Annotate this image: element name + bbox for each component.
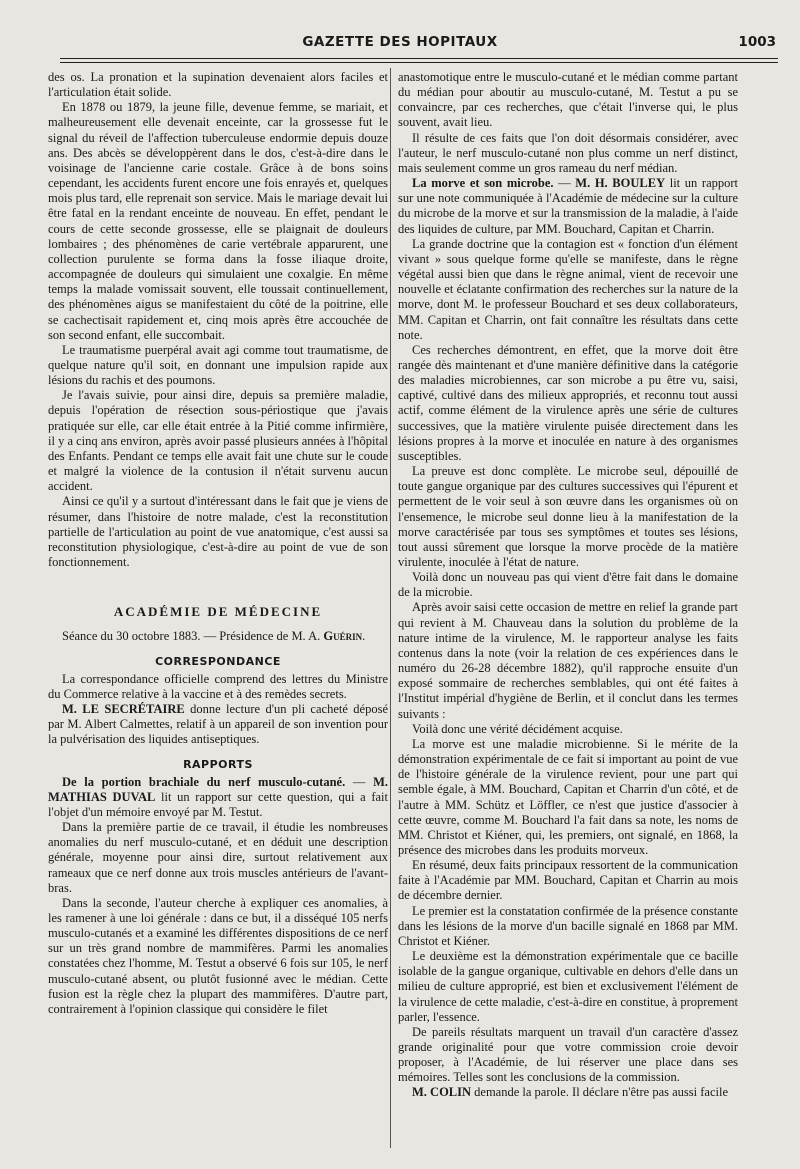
paragraph-text: lit un rapport sur une note communiquée à l'Académie de médecine sur la culture du microbe de la morve et sur la transmission de la maladie, à l'aide des liquides de culture, par MM. Bouchard, Capitan et Charrin. (398, 176, 739, 236)
paragraph: Le premier est la constatation confirmée de la présence constante dans les lésions de la morve d'un bacille signalé en 1868 par MM. Christot et Kiéner. (398, 903, 738, 948)
subheading-correspondance: CORRESPONDANCE (155, 655, 281, 669)
right-column (398, 70, 738, 1101)
report-title: De la portion brachiale du nerf musculo-cutané. (62, 774, 346, 789)
president-name: Guérin (323, 629, 363, 644)
report-title: La morve et son microbe. (412, 176, 554, 191)
speaker-name: M. MATHIAS DUVAL (48, 774, 388, 804)
session-line: Séance du 30 octobre 1883. — Présidence de M. A. Guérin. (62, 629, 366, 644)
paragraph: La morve est une maladie microbienne. Si le mérite de la démonstration expérimentale de ce fait si important au point de vue de l'histoire générale de la virulence revient, pour une part qui semble égale, à MM. Bouchard, Capitan et Charrin d'un côté, et de l'autre à MM. Schütz et Löffler, ce n'est que justice d'associer à cette œuvre, comme M. Bouchard l'a fait dans sa note, les noms de MM. Christot et Kiéner, qui, les premiers, ont signalé, en 1868, la présence des microbes dans les produits morveux. (398, 736, 738, 857)
paragraph: anastomotique entre le musculo-cutané et le médian comme partant du médian pour aboutir au musculo-cutané, M. Testut a pu se convaincre, par ces recherches, que c'était l'inverse qui, le plus souvent, avait lieu. (398, 70, 738, 130)
speaker-name: M. COLIN (412, 1085, 472, 1100)
paragraph: Le deuxième est la démonstration expérimentale que ce bacille isolable de la gangue organique, cultivable en dehors d'elle dans un milieu de culture approprié, est bien et exclusivement l'élément de la virulence de cette maladie, c'est-à-dire en constitue, à proprement parler, l'essence. (398, 949, 738, 1024)
section-heading-academie: ACADÉMIE DE MÉDECINE (113, 604, 323, 620)
paragraph: La correspondance officielle comprend des lettres du Ministre du Commerce relative à la vaccine et à des remèdes secrets. (48, 671, 388, 701)
journal-title: GAZETTE DES HOPITAUX (302, 34, 498, 50)
speaker-name: M. H. BOULEY (575, 176, 666, 191)
running-head (0, 34, 800, 54)
paragraph: En 1878 ou 1879, la jeune fille, devenue femme, se mariait, et malheureusement elle devenait enceinte, car la grossesse fut le signal du réveil de l'affection tuberculeuse endormie depuis douze ans. Des abcès se développèrent dans le dos, c'est-à-dire dans le voisinage de l'ancienne carie costale. Grâce à de bons soins cependant, les accidents furent encore une fois enrayés et, quelques mois plus tard, elle reprenait son service. Mais le mariage devait lui être fatal en la rendant enceinte de nouveau. En effet, pendant le cours de cette seconde grossesse, elle se plaignait de douleurs lombaires ; des phénomènes de carie vertébrale apparurent, une collection purulente se forma dans la fosse iliaque droite, accompagnée de douleurs qui simulaient une coxalgie. En même temps la malade vomissait souvent, elle toussait continuellement, des phénomènes aigus se manifestaient du côté de la poitrine, elle se cachectisait rapidement et, cinq mois après être accouchée de son second enfant, elle succombait. (48, 100, 388, 342)
paragraph: des os. La pronation et la supination devenaient alors faciles et l'articulation était solide. (48, 70, 388, 100)
paragraph (398, 176, 738, 237)
speaker-name: M. LE SECRÉTAIRE (62, 701, 185, 716)
paragraph (48, 775, 388, 820)
paragraph-text: lit un rapport sur cette question, qui a fait l'objet d'un mémoire envoyé par M. Testut. (48, 789, 389, 819)
subheading-rapports: RAPPORTS (183, 758, 253, 772)
paragraph: En résumé, deux faits principaux ressortent de la communication faite à l'Académie par MM. Bouchard, Capitan et Charrin au mois de décembre dernier. (398, 858, 738, 903)
dash: — (345, 774, 374, 789)
paragraph-text: demande la parole. Il déclare n'être pas aussi facile (471, 1085, 729, 1100)
paragraph: Dans la seconde, l'auteur cherche à expliquer ces anomalies, à les ramener à une loi générale : dans ce but, il a disséqué 105 nerfs musculo-cutanés et a examiné les différentes dispositions de ce nerf sur un très grand nombre de mammifères. Parmi les anomalies constatées chez l'homme, M. Testut a observé 6 fois sur 105, le nerf musculo-cutané absent, ou plutôt fusionné avec le médian. Cette fusion est la règle chez la plupart des mammifères. D'autre part, contrairement à l'opinion classique qui considère le filet (48, 895, 388, 1016)
paragraph: Dans la première partie de ce travail, il étudie les nombreuses anomalies du nerf musculo-cutané, et en déduit une description générale, moyenne pour ainsi dire, surtout relativement aux rameaux que ce nerf donne aux trois muscles antérieurs de l'avant-bras. (48, 820, 388, 895)
paragraph: La preuve est donc complète. Le microbe seul, dépouillé de toute gangue organique par des cultures successives qui l'épurent et permettent de le voir seul à son œuvre dans les organismes où on l'ensemence, le microbe seul donne lieu à la manifestation de la morve caractérisée par tous ses symptômes et toutes ses lésions, tout aussi sûrement que lorsque la morve procède de la matière virulente, inoculée à l'état de nature. (398, 464, 738, 569)
paragraph: La grande doctrine que la contagion est « fonction d'un élément vivant » sous quelque forme qu'elle se manifeste, dans le règne végétal aussi bien que dans le règne animal, vient de recevoir une nouvelle et éclatante confirmation des recherches sur la nature de la morve, dont M. le professeur Bouchard et ses deux collaborateurs, MM. Capitan et Charrin, ont fait connaître les résultats dans cette note. (398, 236, 738, 342)
paragraph (398, 1085, 738, 1100)
dash: — (553, 176, 576, 191)
paragraph: Je l'avais suivie, pour ainsi dire, depuis sa première maladie, depuis l'opération de résection sous-périostique que j'avais pratiquée sur elle, car elle était entrée à la Pitié comme infirmière, il y a cinq ans environ, après avoir passé plusieurs années à l'hôpital des Enfants. Pendant ce temps elle avait fait une chute sur le coude et malgré la violence de la contusion il n'était survenu aucun accident. (48, 388, 389, 494)
paragraph: Ces recherches démontrent, en effet, que la morve doit être rangée dès maintenant et d'une manière définitive dans la catégorie des maladies microbiennes, car son microbe a pu être vu, saisi, captivé, cultivé dans des milieux appropriés, et reconnu tout aussi actif, comme élément de la virulence après une série de cultures successives, que la matière virulente puisée directement dans les lésions propres à la morve et inoculée en nature à des organismes susceptibles. (398, 342, 738, 463)
paragraph (48, 702, 388, 747)
session-text: Séance du 30 octobre 1883. — Présidence de M. A. (62, 629, 324, 644)
paragraph: Après avoir saisi cette occasion de mettre en relief la grande part qui revient à M. Chauveau dans la solution du problème de la nature intime de la virulence, M. le rapporteur analyse les faits contenus dans la note (voir la relation de ces expériences dans le numéro du 26-28 décembre 1882), qu'il rapproche ensuite d'un exposé sommaire de recherches semblables, qui ont été faites à l'Institut impérial d'hygiène de Berlin, et il conclut dans les termes suivants : (398, 600, 738, 721)
column-divider (390, 68, 391, 1148)
paragraph: Voilà donc une vérité décidément acquise. (412, 721, 623, 736)
paragraph-text: donne lecture d'un pli cacheté déposé par M. Albert Calmettes, relatif à un appareil de son invention pour la pulvérisation des liquides antiseptiques. (48, 701, 388, 747)
header-rule (60, 58, 778, 59)
paragraph: Voilà donc un nouveau pas qui vient d'être fait dans le domaine de la microbie. (398, 570, 738, 600)
page-number: 1003 (738, 34, 776, 50)
paragraph: Ainsi ce qu'il y a surtout d'intéressant dans le fait que je viens de résumer, dans l'histoire de notre malade, c'est la reconstitution partielle de l'articulation au point de vue anatomique, c'est aussi sa reconstitution physiologique, c'est-à-dire au point de vue de son fonctionnement. (48, 494, 388, 569)
left-column (48, 70, 388, 1017)
paragraph: De pareils résultats marquent un travail d'un caractère d'assez grande originalité pour que votre commission croie devoir proposer, à l'Académie, de lui réserver une place dans ses mémoires. Telles sont les conclusions de la commission. (398, 1024, 738, 1085)
header-rule-thin (60, 62, 778, 63)
paragraph: Le traumatisme puerpéral avait agi comme tout traumatisme, de quelque nature qu'il soit, en donnant une impulsion rapide aux lésions du rachis et des poumons. (48, 342, 388, 388)
paragraph: Il résulte de ces faits que l'on doit désormais considérer, avec l'auteur, le nerf musculo-cutané non plus comme un nerf distinct, mais seulement comme un gros rameau du nerf médian. (398, 130, 738, 175)
